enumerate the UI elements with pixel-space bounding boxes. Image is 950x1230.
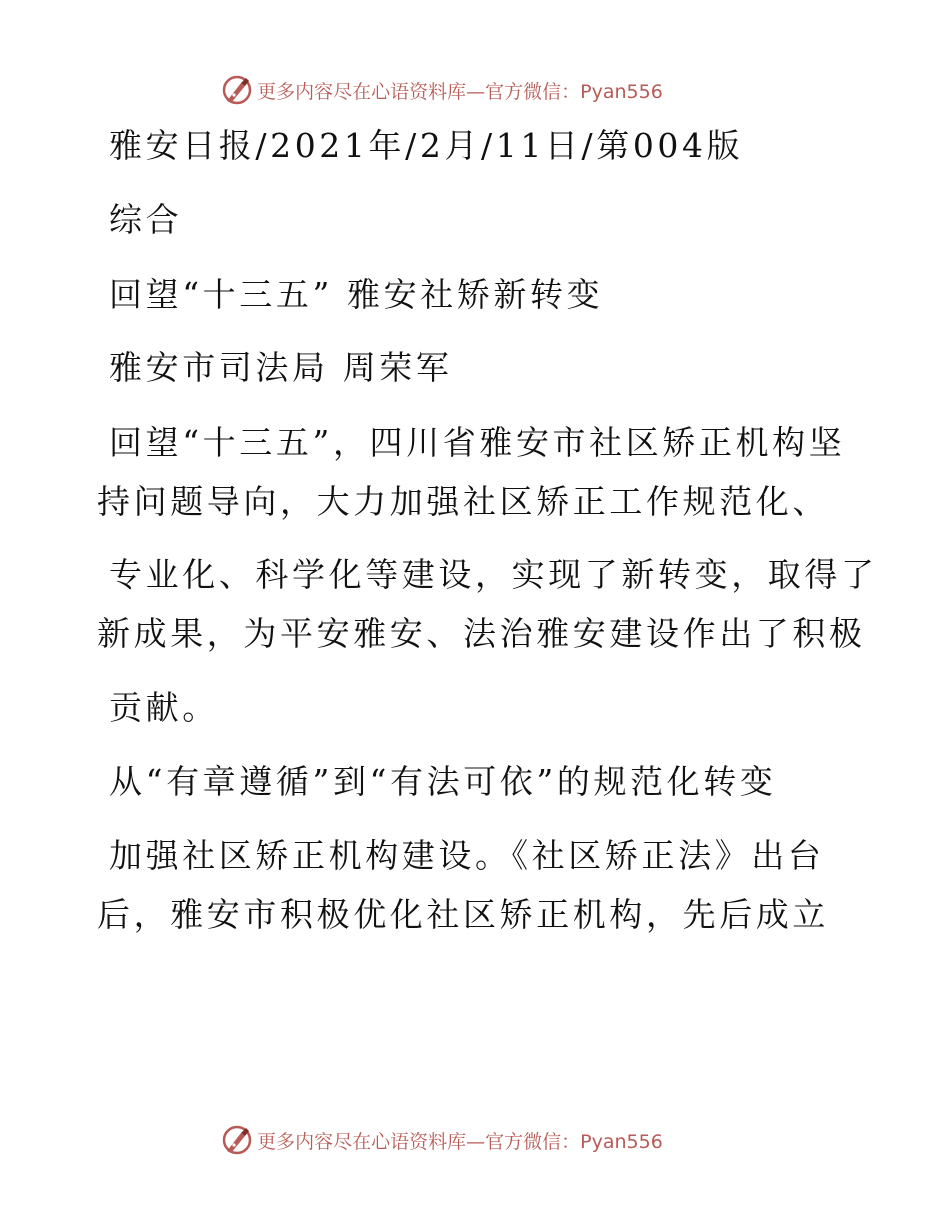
paragraph-line: 新成果，为平安雅安、法治雅安建设作出了积极 [97, 614, 866, 653]
article-title: 回望“十三五” 雅安社矫新转变 [109, 275, 604, 314]
footer-watermark [0, 1120, 950, 1160]
pen-logo-icon [221, 74, 253, 106]
paragraph-line: 回望“十三五”，四川省雅安市社区矫正机构坚 [109, 423, 846, 462]
paragraph-line: 贡献。 [109, 688, 219, 727]
pen-logo-icon [221, 1124, 253, 1156]
paragraph-line: 后，雅安市积极优化社区矫正机构，先后成立 [97, 895, 829, 934]
paragraph-line: 专业化、科学化等建设，实现了新转变，取得了 [109, 555, 878, 594]
section-label: 综合 [109, 200, 183, 239]
article-author: 雅安市司法局 周荣军 [109, 348, 453, 387]
newspaper-source-line: 雅安日报/2021年/2月/11日/第004版 [109, 126, 744, 165]
watermark-text: 更多内容尽在心语资料库—官方微信：Pyan556 [257, 80, 663, 103]
subheading: 从“有章遵循”到“有法可依”的规范化转变 [109, 762, 777, 801]
watermark-text: 更多内容尽在心语资料库—官方微信：Pyan556 [257, 1130, 663, 1153]
header-watermark [0, 70, 950, 110]
paragraph-line: 加强社区矫正机构建设。《社区矫正法》出台 [109, 836, 825, 875]
paragraph-line: 持问题导向，大力加强社区矫正工作规范化、 [97, 482, 829, 521]
